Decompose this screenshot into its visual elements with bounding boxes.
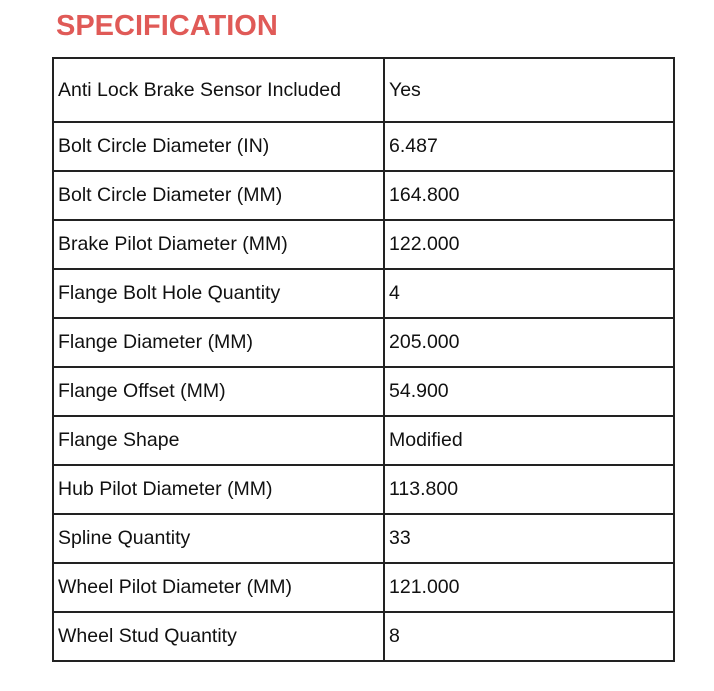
spec-value: 33: [384, 514, 674, 563]
spec-value: Yes: [384, 58, 674, 122]
table-row: [53, 514, 674, 563]
spec-label: Bolt Circle Diameter (MM): [53, 171, 384, 220]
table-row: [53, 269, 674, 318]
spec-label: Bolt Circle Diameter (IN): [53, 122, 384, 171]
spec-label: Anti Lock Brake Sensor Included: [53, 58, 384, 122]
spec-value: Modified: [384, 416, 674, 465]
spec-label: Spline Quantity: [53, 514, 384, 563]
spec-label: Flange Shape: [53, 416, 384, 465]
table-row: [53, 220, 674, 269]
table-row: [53, 465, 674, 514]
spec-value: 164.800: [384, 171, 674, 220]
spec-label: Wheel Stud Quantity: [53, 612, 384, 661]
table-row: [53, 367, 674, 416]
table-row: [53, 122, 674, 171]
spec-label: Wheel Pilot Diameter (MM): [53, 563, 384, 612]
spec-value: 205.000: [384, 318, 674, 367]
spec-value: 122.000: [384, 220, 674, 269]
page-title: SPECIFICATION: [56, 10, 278, 42]
spec-value: 4: [384, 269, 674, 318]
spec-value: 8: [384, 612, 674, 661]
spec-value: 6.487: [384, 122, 674, 171]
table-row: [53, 171, 674, 220]
specification-table: [52, 57, 675, 662]
spec-label: Flange Diameter (MM): [53, 318, 384, 367]
spec-label: Brake Pilot Diameter (MM): [53, 220, 384, 269]
spec-label: Flange Bolt Hole Quantity: [53, 269, 384, 318]
table-row: [53, 563, 674, 612]
spec-value: 113.800: [384, 465, 674, 514]
table-row: [53, 416, 674, 465]
spec-label: Flange Offset (MM): [53, 367, 384, 416]
spec-label: Hub Pilot Diameter (MM): [53, 465, 384, 514]
spec-value: 54.900: [384, 367, 674, 416]
table-row: [53, 612, 674, 661]
table-row: [53, 58, 674, 122]
table-row: [53, 318, 674, 367]
spec-value: 121.000: [384, 563, 674, 612]
